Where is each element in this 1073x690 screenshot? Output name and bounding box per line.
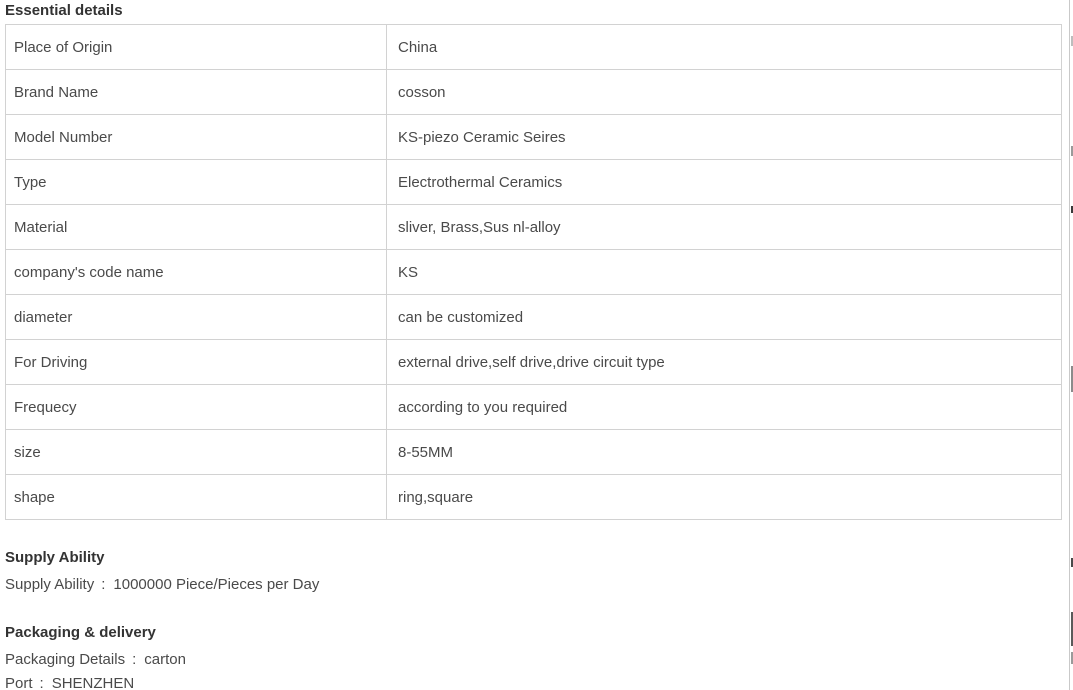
spec-value: according to you required <box>387 385 1062 430</box>
spec-value: sliver, Brass,Sus nl-alloy <box>387 205 1062 250</box>
spec-label: size <box>6 430 387 475</box>
spec-value: Electrothermal Ceramics <box>387 160 1062 205</box>
spec-label: shape <box>6 475 387 520</box>
colon-separator: : <box>39 675 44 690</box>
spec-label: Material <box>6 205 387 250</box>
packaging-details-label: Packaging Details <box>5 651 126 668</box>
spec-label: Type <box>6 160 387 205</box>
spec-value: can be customized <box>387 295 1062 340</box>
table-row <box>6 70 1062 115</box>
spec-value: 8-55MM <box>387 430 1062 475</box>
essential-details-title: Essential details <box>5 2 123 19</box>
spec-label: Brand Name <box>6 70 387 115</box>
port-label: Port <box>5 675 33 690</box>
port-value: SHENZHEN <box>51 675 135 690</box>
spec-value: China <box>387 25 1062 70</box>
port-line <box>5 672 1069 690</box>
packaging-details-line <box>5 648 1069 672</box>
packaging-delivery-section <box>0 624 1069 690</box>
spec-value: KS <box>387 250 1062 295</box>
spec-label: company's code name <box>6 250 387 295</box>
essential-details-table <box>5 24 1062 520</box>
spec-value: external drive,self drive,drive circuit type <box>387 340 1062 385</box>
spec-label: diameter <box>6 295 387 340</box>
spec-label: Frequecy <box>6 385 387 430</box>
colon-separator: : <box>132 651 137 668</box>
packaging-details-value: carton <box>144 651 186 668</box>
table-row <box>6 385 1062 430</box>
spec-value: ring,square <box>387 475 1062 520</box>
table-row <box>6 160 1062 205</box>
supply-ability-section <box>0 549 1069 597</box>
spec-value: cosson <box>387 70 1062 115</box>
table-row <box>6 115 1062 160</box>
table-row <box>6 25 1062 70</box>
colon-separator: : <box>101 576 106 593</box>
supply-ability-title: Supply Ability <box>5 549 105 566</box>
vertical-divider <box>1069 0 1070 690</box>
table-row <box>6 205 1062 250</box>
packaging-delivery-title: Packaging & delivery <box>5 624 156 641</box>
spec-value: KS-piezo Ceramic Seires <box>387 115 1062 160</box>
spec-label: For Driving <box>6 340 387 385</box>
table-row <box>6 250 1062 295</box>
table-row <box>6 430 1062 475</box>
supply-ability-value: 1000000 Piece/Pieces per Day <box>113 576 320 593</box>
table-row <box>6 340 1062 385</box>
supply-ability-line <box>5 573 1069 597</box>
supply-ability-label: Supply Ability <box>5 576 95 593</box>
table-row <box>6 295 1062 340</box>
spec-label: Model Number <box>6 115 387 160</box>
table-row <box>6 475 1062 520</box>
spec-label: Place of Origin <box>6 25 387 70</box>
